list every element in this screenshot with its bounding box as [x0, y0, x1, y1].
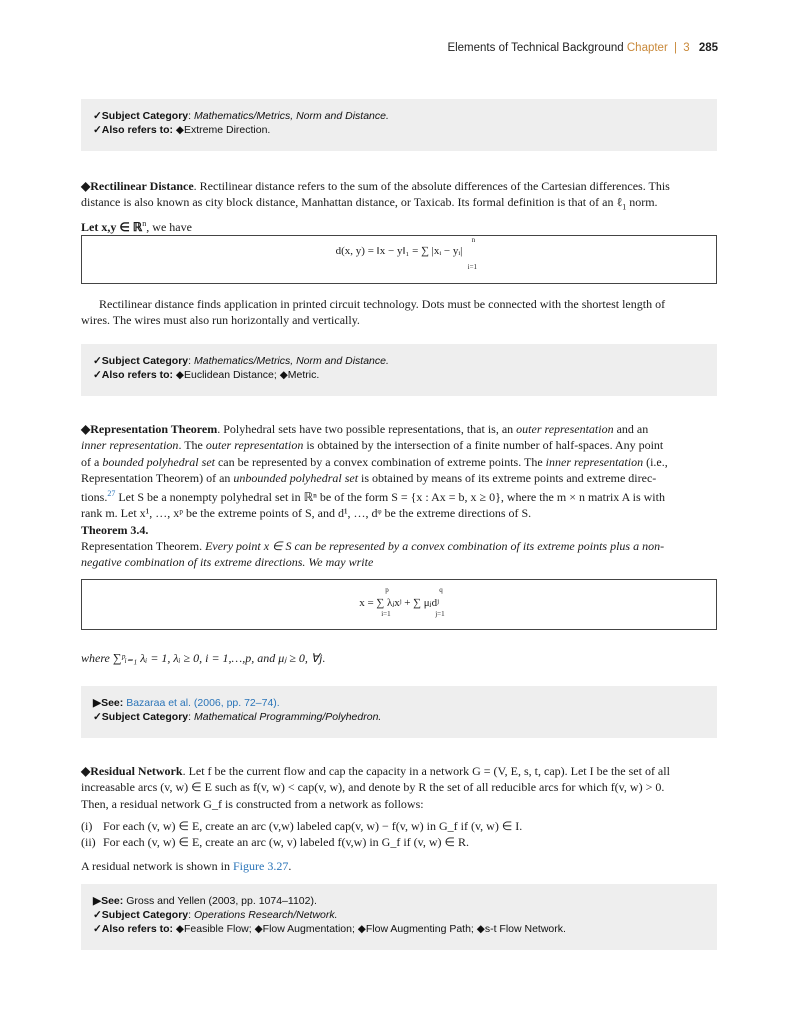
residual-figure-ref	[81, 858, 717, 874]
term-residual: ◆Residual Network	[81, 764, 183, 778]
text: increasable arcs (v, w) ∈ E such as f(v, w) < cap(v, w), and denote by R the set of all reducible arcs for which f(v, w) > 0.	[81, 780, 665, 795]
representation-paragraph	[81, 421, 717, 571]
text: Every point x ∈ S can be represented by a convex combination of its extreme points plus a non-	[205, 539, 665, 554]
text: Let S be a nonempty polyhedral set in ℝⁿ be of the form S = {x : Ax = b, x ≥ 0}, where the m × n matrix A is with	[115, 490, 665, 505]
text: norm.	[626, 195, 658, 210]
text: Let x,y ∈ ℝ	[81, 219, 143, 234]
footnote-link[interactable]: 27	[107, 489, 116, 499]
sum-lower: j=1	[435, 610, 445, 618]
equation-box-2	[81, 579, 717, 630]
text: rank m. Let x¹, …, xᵖ be the extreme points of S, and d¹, …, dᵠ be the extreme directions of S.	[81, 506, 532, 521]
refers-label: ✓Also refers to:	[93, 923, 173, 935]
subject-label: ✓Subject Category	[93, 909, 189, 921]
text: can be represented by a convex combination of extreme points. The	[214, 454, 546, 469]
running-header	[447, 42, 718, 54]
reference-box-4: ▶See: Gross and Yellen (2003, pp. 1074–1102). ✓Subject Category: Operations Research/Network. ✓Also refers to: ◆Feasible Flow; ◆Flow Augmentation; ◆Flow Augmenting Path; ◆s-t Flow Network.	[81, 884, 717, 950]
text: outer representation	[516, 422, 614, 436]
text: and an	[613, 422, 649, 436]
equation-rectilinear	[82, 236, 716, 271]
text: unbounded polyhedral set	[233, 470, 359, 485]
residual-paragraph	[81, 763, 717, 812]
equation-box-1	[81, 235, 717, 284]
see-label: ▶See:	[93, 697, 124, 709]
reference-box-2: ✓Subject Category: Mathematics/Metrics, Norm and Distance. ✓Also refers to: ◆Euclidean Distance; ◆Metric.	[81, 344, 717, 396]
text: wires. The wires must also run horizontally and vertically.	[81, 313, 360, 328]
equation-text: d(x, y) = ‖x − y‖₁ = ∑ |xᵢ − yᵢ|	[335, 245, 463, 257]
text: For each (v, w) ∈ E, create an arc (w, v) labeled f(v,w) in G_f if (v, w) ∈ R.	[103, 835, 469, 849]
header-separator: |	[674, 42, 677, 54]
list-marker: (i)	[81, 819, 93, 833]
refers-label: ✓Also refers to:	[93, 369, 173, 381]
sum-lower: i=1	[467, 263, 478, 271]
subject-value: Mathematical Programming/Polyhedron.	[194, 711, 382, 723]
book-title: Elements of Technical Background	[447, 42, 624, 54]
term-representation: ◆Representation Theorem	[81, 422, 218, 436]
rectilinear-application	[81, 296, 717, 329]
where-line: where ∑ᵖᵢ₌₁ λᵢ = 1, λᵢ ≥ 0, i = 1,…,p, and μⱼ ≥ 0, ∀j.	[81, 651, 326, 665]
superscript: n	[142, 218, 147, 228]
text: Rectilinear distance finds application in printed circuit technology. Dots must be connected with the shortest length of	[99, 297, 666, 311]
equation-text: x = ∑ λⱼxʲ + ∑ μⱼdʲ	[359, 597, 439, 609]
sum-upper: q	[439, 586, 443, 594]
text: , we have	[146, 219, 192, 234]
subject-label: ✓Subject Category	[93, 355, 189, 367]
page-number: 285	[698, 42, 718, 54]
list-marker: (ii)	[81, 835, 96, 849]
refers-label: ✓Also refers to:	[93, 124, 173, 136]
rectilinear-paragraph	[81, 178, 717, 235]
equation-representation	[82, 586, 716, 618]
subject-value: Operations Research/Network.	[194, 909, 338, 921]
see-value[interactable]: Gross and Yellen (2003, pp. 1074–1102).	[126, 895, 317, 907]
text: tions.	[81, 490, 108, 505]
text: distance is also known as city block distance, Manhattan distance, or Taxicab. Its formal definition is that of an ℓ	[81, 195, 623, 210]
refers-value[interactable]: ◆Extreme Direction.	[175, 124, 271, 136]
theorem-title: Theorem 3.4.	[81, 522, 149, 537]
list-item	[81, 818, 717, 834]
text: negative combination of its extreme directions. We may write	[81, 555, 374, 570]
text: outer representation	[205, 438, 304, 453]
chapter-number: 3	[683, 42, 690, 54]
list-item	[81, 834, 717, 850]
text: bounded polyhedral set	[102, 454, 215, 469]
text: . Polyhedral sets have two possible representations, that is, an	[217, 422, 517, 436]
text: is obtained by means of its extreme points and extreme direc-	[358, 470, 657, 485]
text: . Rectilinear distance refers to the sum of the absolute differences of the Cartesian differences. This	[193, 179, 670, 193]
subject-value: Mathematics/Metrics, Norm and Distance.	[194, 110, 389, 122]
chapter-label: Chapter	[626, 42, 668, 54]
figure-link[interactable]: Figure 3.27	[233, 859, 289, 873]
text: . The	[178, 438, 206, 453]
text: Representation Theorem.	[81, 539, 206, 554]
subscript: 1	[622, 202, 627, 212]
text: .	[288, 859, 292, 873]
sum-upper: p	[385, 586, 389, 594]
text: Representation Theorem) of an	[81, 470, 234, 485]
sum-lower: i=1	[381, 610, 391, 618]
text: inner representation	[545, 454, 644, 469]
reference-box-1: ✓Subject Category: Mathematics/Metrics, Norm and Distance. ✓Also refers to: ◆Extreme Direction.	[81, 99, 717, 151]
refers-value[interactable]: ◆Euclidean Distance; ◆Metric.	[175, 369, 320, 381]
see-link[interactable]: Bazaraa et al. (2006, pp. 72–74).	[126, 697, 280, 709]
term-rectilinear: ◆Rectilinear Distance	[81, 179, 194, 193]
refers-value[interactable]: ◆Feasible Flow; ◆Flow Augmentation; ◆Flow Augmenting Path; ◆s-t Flow Network.	[175, 923, 566, 935]
text: (i.e.,	[643, 454, 668, 469]
subject-label: ✓Subject Category	[93, 711, 189, 723]
text: For each (v, w) ∈ E, create an arc (v,w) labeled cap(v, w) − f(v, w) in G_f if (v, w) ∈ I.	[103, 819, 523, 833]
text: inner representation	[81, 438, 179, 453]
reference-box-3: ▶See: Bazaraa et al. (2006, pp. 72–74). ✓Subject Category: Mathematical Programming/Polyhedron.	[81, 686, 717, 738]
subject-label: ✓Subject Category	[93, 110, 189, 122]
text: is obtained by the intersection of a finite number of half-spaces. Any point	[303, 438, 664, 453]
see-label: ▶See:	[93, 895, 124, 907]
text: of a	[81, 454, 103, 469]
subject-value: Mathematics/Metrics, Norm and Distance.	[194, 355, 389, 367]
sum-upper: n	[471, 236, 476, 244]
text: . Let f be the current flow and cap the capacity in a network G = (V, E, s, t, cap). Let I be the set of all	[182, 764, 670, 778]
text: A residual network is shown in	[81, 859, 233, 873]
text: Then, a residual network G_f is constructed from a network as follows:	[81, 796, 424, 811]
